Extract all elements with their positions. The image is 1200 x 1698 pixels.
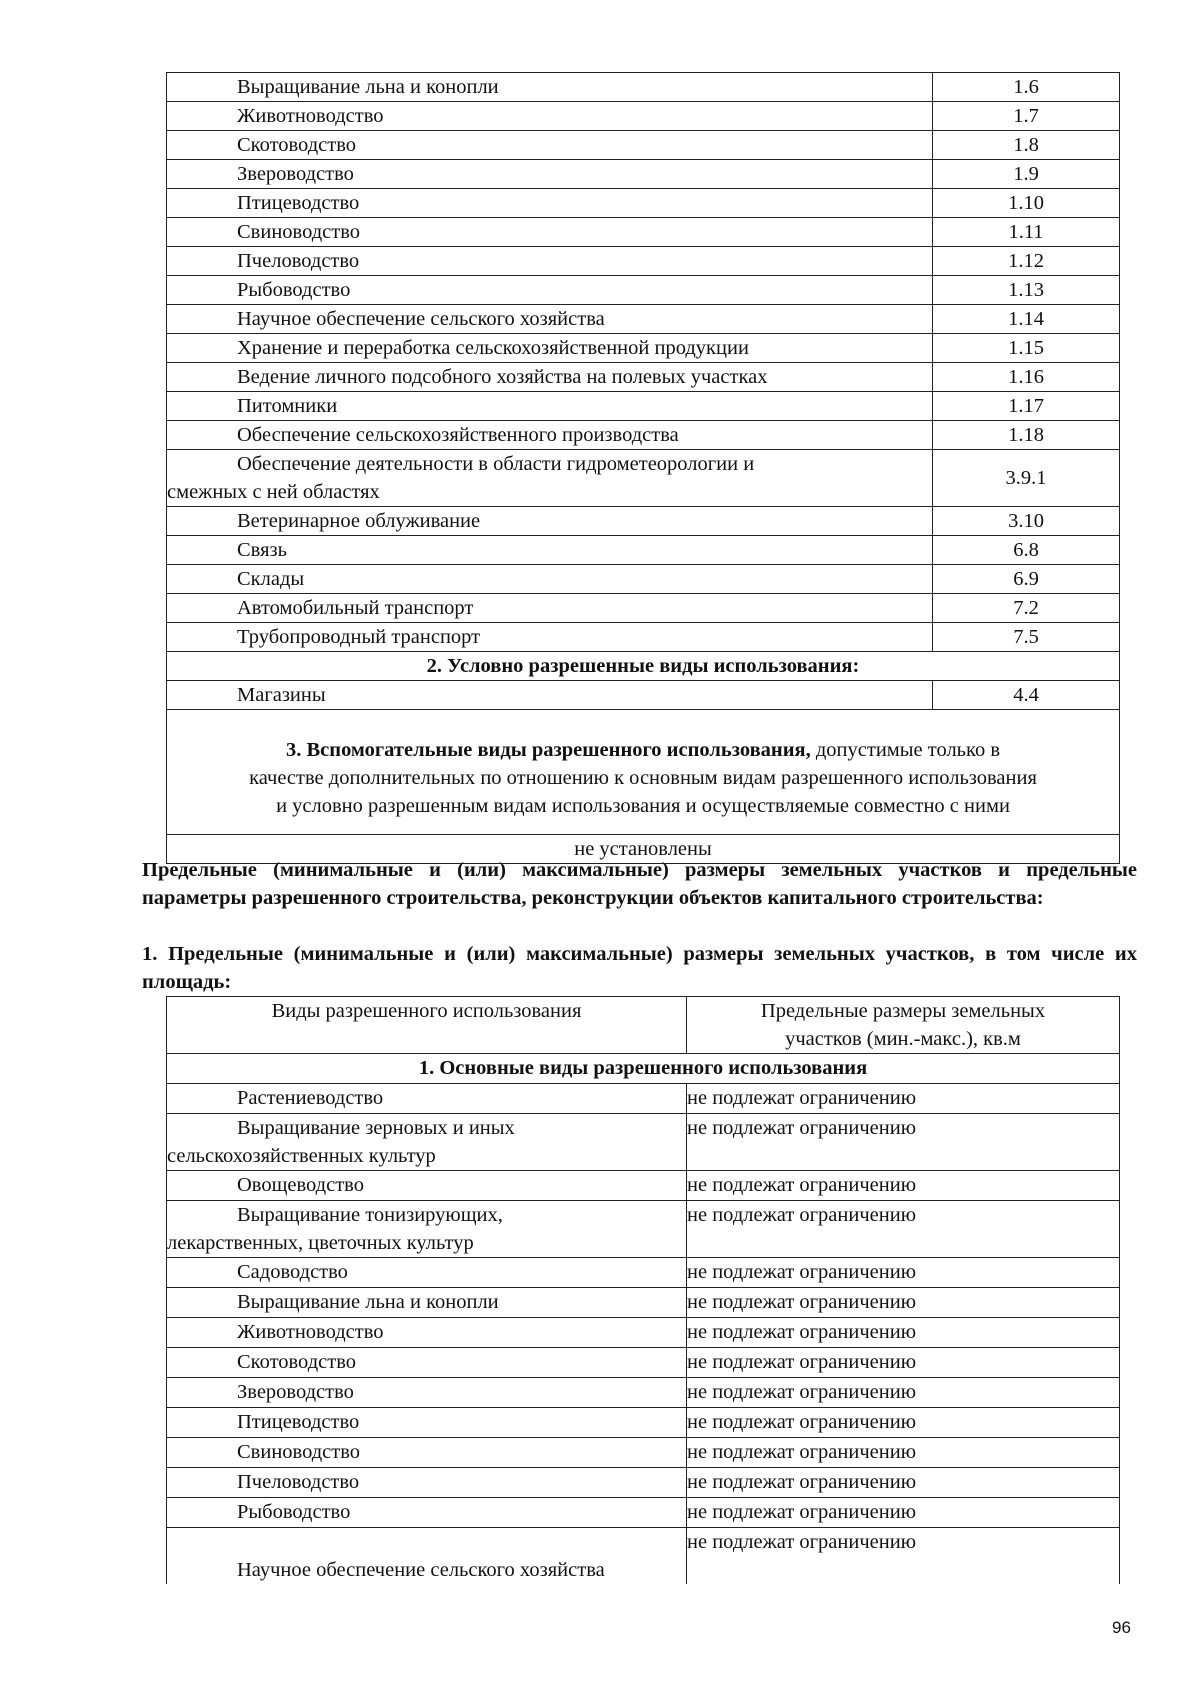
use-name: Питомники [167,392,933,421]
use-name: Скотоводство [167,1348,687,1378]
table-row [167,565,1120,594]
use-name: Овощеводство [167,1171,687,1201]
table-row [167,73,1120,102]
use-name: Научное обеспечение сельского хозяйства [167,1528,687,1585]
use-name-line1: Обеспечение деятельности в области гидрометеорологии и [237,453,755,475]
section-header-row [167,652,1120,681]
table-row [167,1084,1120,1114]
size-limit: не подлежат ограничению [687,1378,1120,1408]
main-uses-title: 1. Основные виды разрешенного использования [418,1057,868,1079]
use-name: Обеспечение сельскохозяйственного производства [167,421,933,450]
auxiliary-uses-line1: допустимые только в [815,739,1000,761]
col-header-sizes-line1: Предельные размеры земельных [760,1000,1046,1022]
auxiliary-uses-text [167,710,1120,835]
use-name: Пчеловодство [167,1468,687,1498]
size-limit: не подлежат ограничению [687,1318,1120,1348]
auxiliary-uses-value: не установлены [167,835,1120,864]
use-name-line2: смежных с ней областях [167,481,380,503]
use-name: Птицеводство [167,1408,687,1438]
table-row [167,1171,1120,1201]
use-code: 6.9 [933,565,1120,594]
use-name: Ведение личного подсобного хозяйства на полевых участках [167,363,933,392]
table-row [167,276,1120,305]
use-name: Свиноводство [167,218,933,247]
use-name-line2: сельскохозяйственных культур [167,1145,436,1167]
use-code: 6.8 [933,536,1120,565]
size-limit: не подлежат ограничению [687,1438,1120,1468]
use-code: 1.6 [933,73,1120,102]
table-row [167,334,1120,363]
table-row [167,363,1120,392]
use-code: 4.4 [933,681,1120,710]
table-row [167,1378,1120,1408]
use-code: 1.15 [933,334,1120,363]
use-name: Скотоводство [167,131,933,160]
table-row [167,1258,1120,1288]
use-name: Хранение и переработка сельскохозяйственной продукции [167,334,933,363]
size-limit: не подлежат ограничению [687,1258,1120,1288]
size-limit: не подлежат ограничению [687,1468,1120,1498]
use-name-line1: Выращивание тонизирующих, [237,1204,503,1226]
section-header-row [167,1054,1120,1084]
table-row [167,305,1120,334]
use-name-line2: лекарственных, цветочных культур [167,1232,474,1254]
use-name: Звероводство [167,160,933,189]
table-row [167,1114,1120,1171]
size-limit: не подлежат ограничению [687,1498,1120,1528]
size-limit: не подлежат ограничению [687,1114,1120,1171]
use-name: Рыбоводство [167,1498,687,1528]
use-code: 3.9.1 [933,450,1120,507]
table-header-row [167,997,1120,1054]
use-name: Животноводство [167,1318,687,1348]
use-code: 1.14 [933,305,1120,334]
permitted-uses-table [166,72,1120,864]
use-name: Склады [167,565,933,594]
use-name: Звероводство [167,1378,687,1408]
table-row [167,1318,1120,1348]
use-name [167,1114,687,1171]
col-header-sizes [687,997,1120,1054]
size-limit: не подлежат ограничению [687,1201,1120,1258]
use-name: Свиноводство [167,1438,687,1468]
table-row [167,1498,1120,1528]
use-name: Выращивание льна и конопли [167,73,933,102]
table-row [167,1468,1120,1498]
table-row [167,189,1120,218]
table-row [167,1408,1120,1438]
page-number: 96 [1112,1618,1131,1637]
use-name: Растениеводство [167,1084,687,1114]
use-code: 1.12 [933,247,1120,276]
table-row [167,218,1120,247]
table-row [167,450,1120,507]
size-limit: не подлежат ограничению [687,1528,1120,1585]
table-row [167,247,1120,276]
use-code: 3.10 [933,507,1120,536]
table-row [167,392,1120,421]
table-row [167,421,1120,450]
table-row [167,681,1120,710]
size-limit: не подлежат ограничению [687,1348,1120,1378]
table-row [167,594,1120,623]
use-code: 1.13 [933,276,1120,305]
use-code: 1.11 [933,218,1120,247]
use-code: 1.17 [933,392,1120,421]
use-name [167,1201,687,1258]
table-row [167,102,1120,131]
table-row [167,623,1120,652]
use-code: 1.8 [933,131,1120,160]
table-row [167,1348,1120,1378]
table-row [167,1288,1120,1318]
use-name: Научное обеспечение сельского хозяйства [167,305,933,334]
use-code: 1.16 [933,363,1120,392]
col-header-sizes-line2: участков (мин.-макс.), кв.м [785,1028,1021,1050]
main-uses-header [167,1054,1120,1084]
auxiliary-uses-line3: и условно разрешенным видам использования и осуществляемые совместно с ними [276,795,1010,817]
table-row [167,1528,1120,1585]
use-name: Ветеринарное облуживание [167,507,933,536]
use-code: 1.7 [933,102,1120,131]
conditional-uses-header [167,652,1120,681]
size-limit: не подлежат ограничению [687,1288,1120,1318]
use-name: Трубопроводный транспорт [167,623,933,652]
table-row [167,536,1120,565]
use-name [167,450,933,507]
col-header-uses: Виды разрешенного использования [167,997,687,1054]
use-code: 1.9 [933,160,1120,189]
size-limit: не подлежат ограничению [687,1408,1120,1438]
size-limit: не подлежат ограничению [687,1171,1120,1201]
limits-paragraph: Предельные (минимальные и (или) максимальные) размеры земельных участков и предельные параметры разрешенного строительства, реконструкции объектов капитального строительства: [142,859,1137,909]
use-name-line1: Выращивание зерновых и иных [237,1117,515,1139]
auxiliary-uses-row [167,710,1120,835]
use-code: 7.2 [933,594,1120,623]
use-name: Выращивание льна и конопли [167,1288,687,1318]
table-row [167,160,1120,189]
use-name: Пчеловодство [167,247,933,276]
table-row [167,1201,1120,1258]
use-name: Садоводство [167,1258,687,1288]
use-name: Связь [167,536,933,565]
plot-size-paragraph: 1. Предельные (минимальные и (или) максимальные) размеры земельных участков, в том числе их площадь: [142,943,1137,993]
use-name: Магазины [167,681,933,710]
use-code: 1.10 [933,189,1120,218]
use-code: 1.18 [933,421,1120,450]
use-name: Птицеводство [167,189,933,218]
use-name: Автомобильный транспорт [167,594,933,623]
table-row [167,1438,1120,1468]
use-name: Животноводство [167,102,933,131]
table-row [167,507,1120,536]
table-row [167,131,1120,160]
auxiliary-uses-line2: качестве дополнительных по отношению к основным видам разрешенного использования [249,767,1037,789]
use-name: Рыбоводство [167,276,933,305]
plot-size-table [166,996,1120,1584]
auxiliary-uses-title: 3. Вспомогательные виды разрешенного использования, [285,739,811,761]
use-code: 7.5 [933,623,1120,652]
size-limit: не подлежат ограничению [687,1084,1120,1114]
conditional-uses-title: 2. Условно разрешенные виды использования: [426,655,860,677]
